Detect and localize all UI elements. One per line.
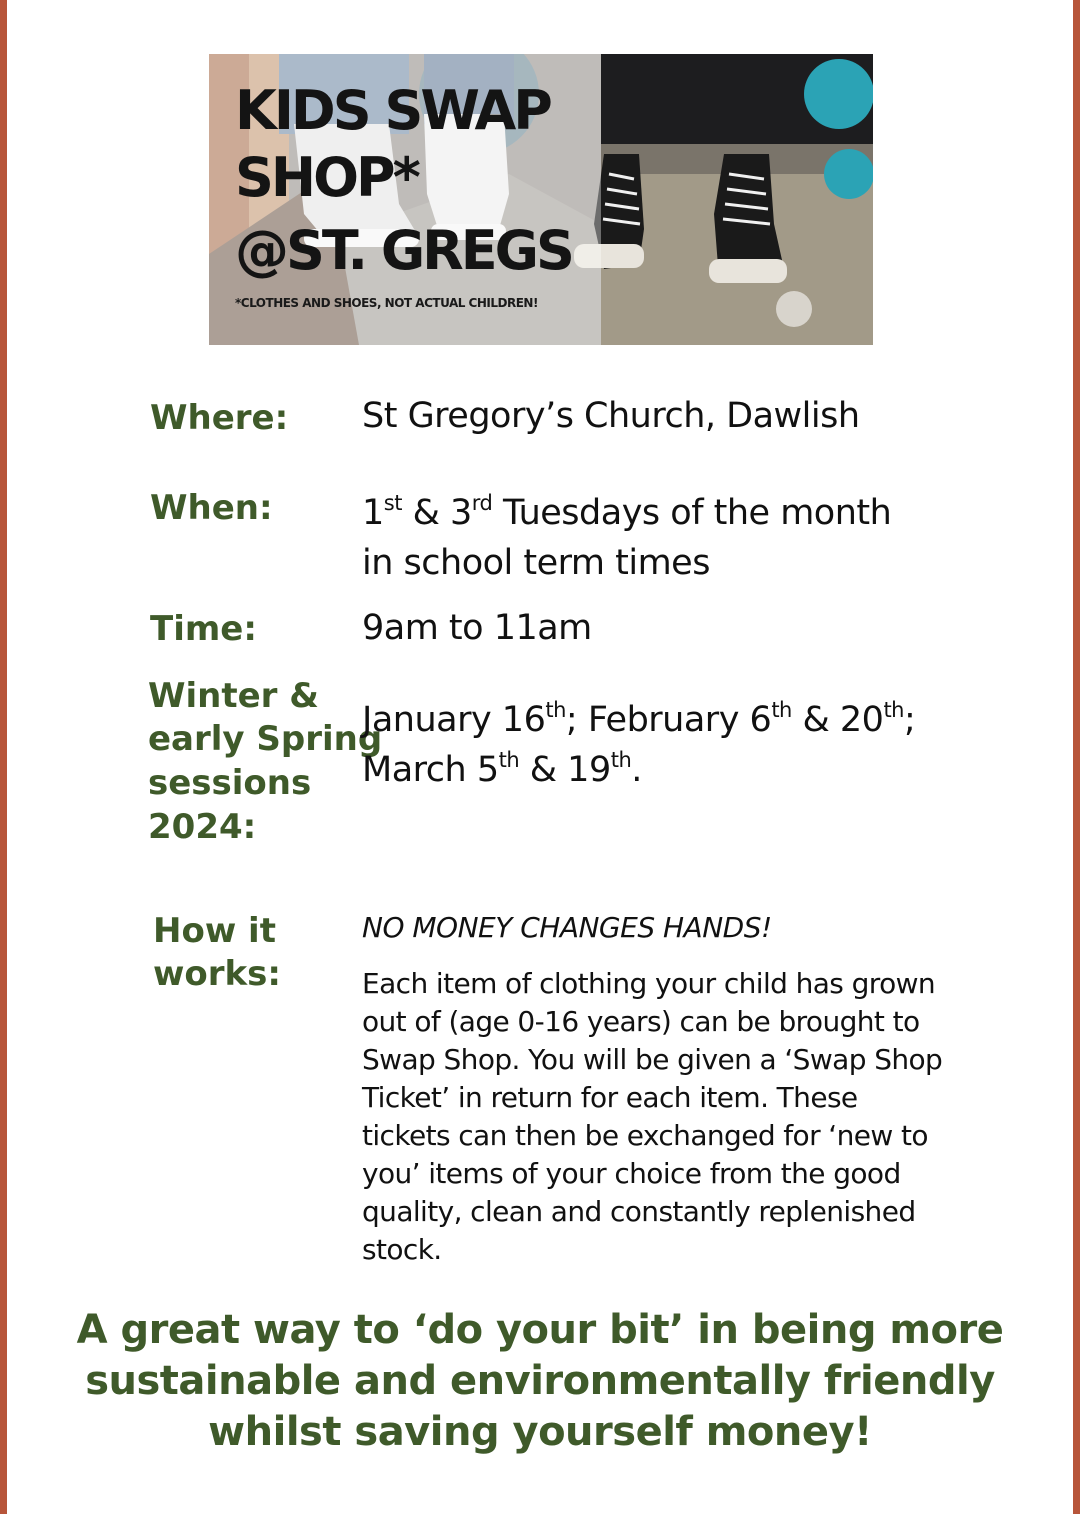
body-line: Swap Shop. You will be given a ‘Swap Shop — [362, 1043, 943, 1076]
banner-image — [209, 54, 873, 345]
sessions-mar: March 5 — [362, 750, 499, 790]
sessions-label-line1: Winter & — [148, 676, 319, 716]
left-border — [0, 0, 7, 1514]
when-value-line2: in school term times — [362, 543, 710, 583]
banner-title-line2: SHOP* — [235, 146, 418, 209]
sessions-dates-line1 — [362, 696, 915, 745]
sessions-feb2-suffix: th — [883, 698, 904, 722]
when-third-suffix: rd — [471, 491, 493, 515]
sessions-mar2: & 19 — [519, 750, 611, 790]
tagline-line3: whilst saving yourself money! — [208, 1409, 872, 1455]
body-line: you’ items of your choice from the good — [362, 1157, 901, 1190]
sessions-end1: ; — [904, 700, 916, 740]
body-line: out of (age 0-16 years) can be brought to — [362, 1005, 920, 1038]
body-line: Each item of clothing your child has grown — [362, 967, 936, 1000]
when-first-suffix: st — [383, 491, 402, 515]
when-rest: Tuesdays of the month — [492, 493, 892, 533]
when-amp: & — [401, 493, 451, 533]
sessions-feb-suffix: th — [771, 698, 792, 722]
when-value-line1 — [362, 489, 891, 538]
when-first: 1 — [362, 493, 384, 533]
tagline — [60, 1305, 1020, 1458]
time-value: 9am to 11am — [362, 608, 592, 648]
sessions-label-line2: early Spring — [148, 719, 383, 759]
body-line: tickets can then be exchanged for ‘new to — [362, 1119, 928, 1152]
sessions-mar2-suffix: th — [610, 748, 632, 772]
when-third: 3 — [450, 493, 472, 533]
no-money-note: NO MONEY CHANGES HANDS! — [362, 911, 772, 944]
sessions-jan: January 16 — [362, 700, 546, 740]
banner-title-line3: @ST. GREGS — [235, 219, 572, 282]
sessions-jan-suffix: th — [545, 698, 566, 722]
sessions-dates-line2 — [362, 746, 642, 795]
time-label: Time: — [150, 609, 257, 649]
tagline-line2: sustainable and environmentally friendly — [85, 1358, 995, 1404]
how-label-line2: works: — [153, 954, 281, 994]
sessions-mar-suffix: th — [498, 748, 520, 772]
banner-title-line1: KIDS SWAP — [235, 79, 550, 142]
sessions-label-line3: sessions — [148, 763, 312, 803]
body-line: quality, clean and constantly replenished — [362, 1195, 916, 1228]
where-label: Where: — [150, 398, 289, 438]
sessions-end2: . — [631, 750, 642, 790]
sessions-label-line4: 2024: — [148, 807, 257, 847]
sessions-feb: ; February 6 — [565, 700, 772, 740]
when-label: When: — [150, 488, 273, 528]
tagline-line1: A great way to ‘do your bit’ in being more — [76, 1307, 1004, 1353]
sessions-feb2: & 20 — [791, 700, 884, 740]
how-label-line1: How it — [153, 911, 276, 951]
body-line: Ticket’ in return for each item. These — [362, 1081, 858, 1114]
where-value: St Gregory’s Church, Dawlish — [362, 396, 860, 436]
body-line: stock. — [362, 1233, 442, 1266]
how-it-works-body — [362, 965, 982, 1269]
banner-footnote: *CLOTHES AND SHOES, NOT ACTUAL CHILDREN! — [235, 296, 538, 310]
right-border — [1073, 0, 1080, 1514]
